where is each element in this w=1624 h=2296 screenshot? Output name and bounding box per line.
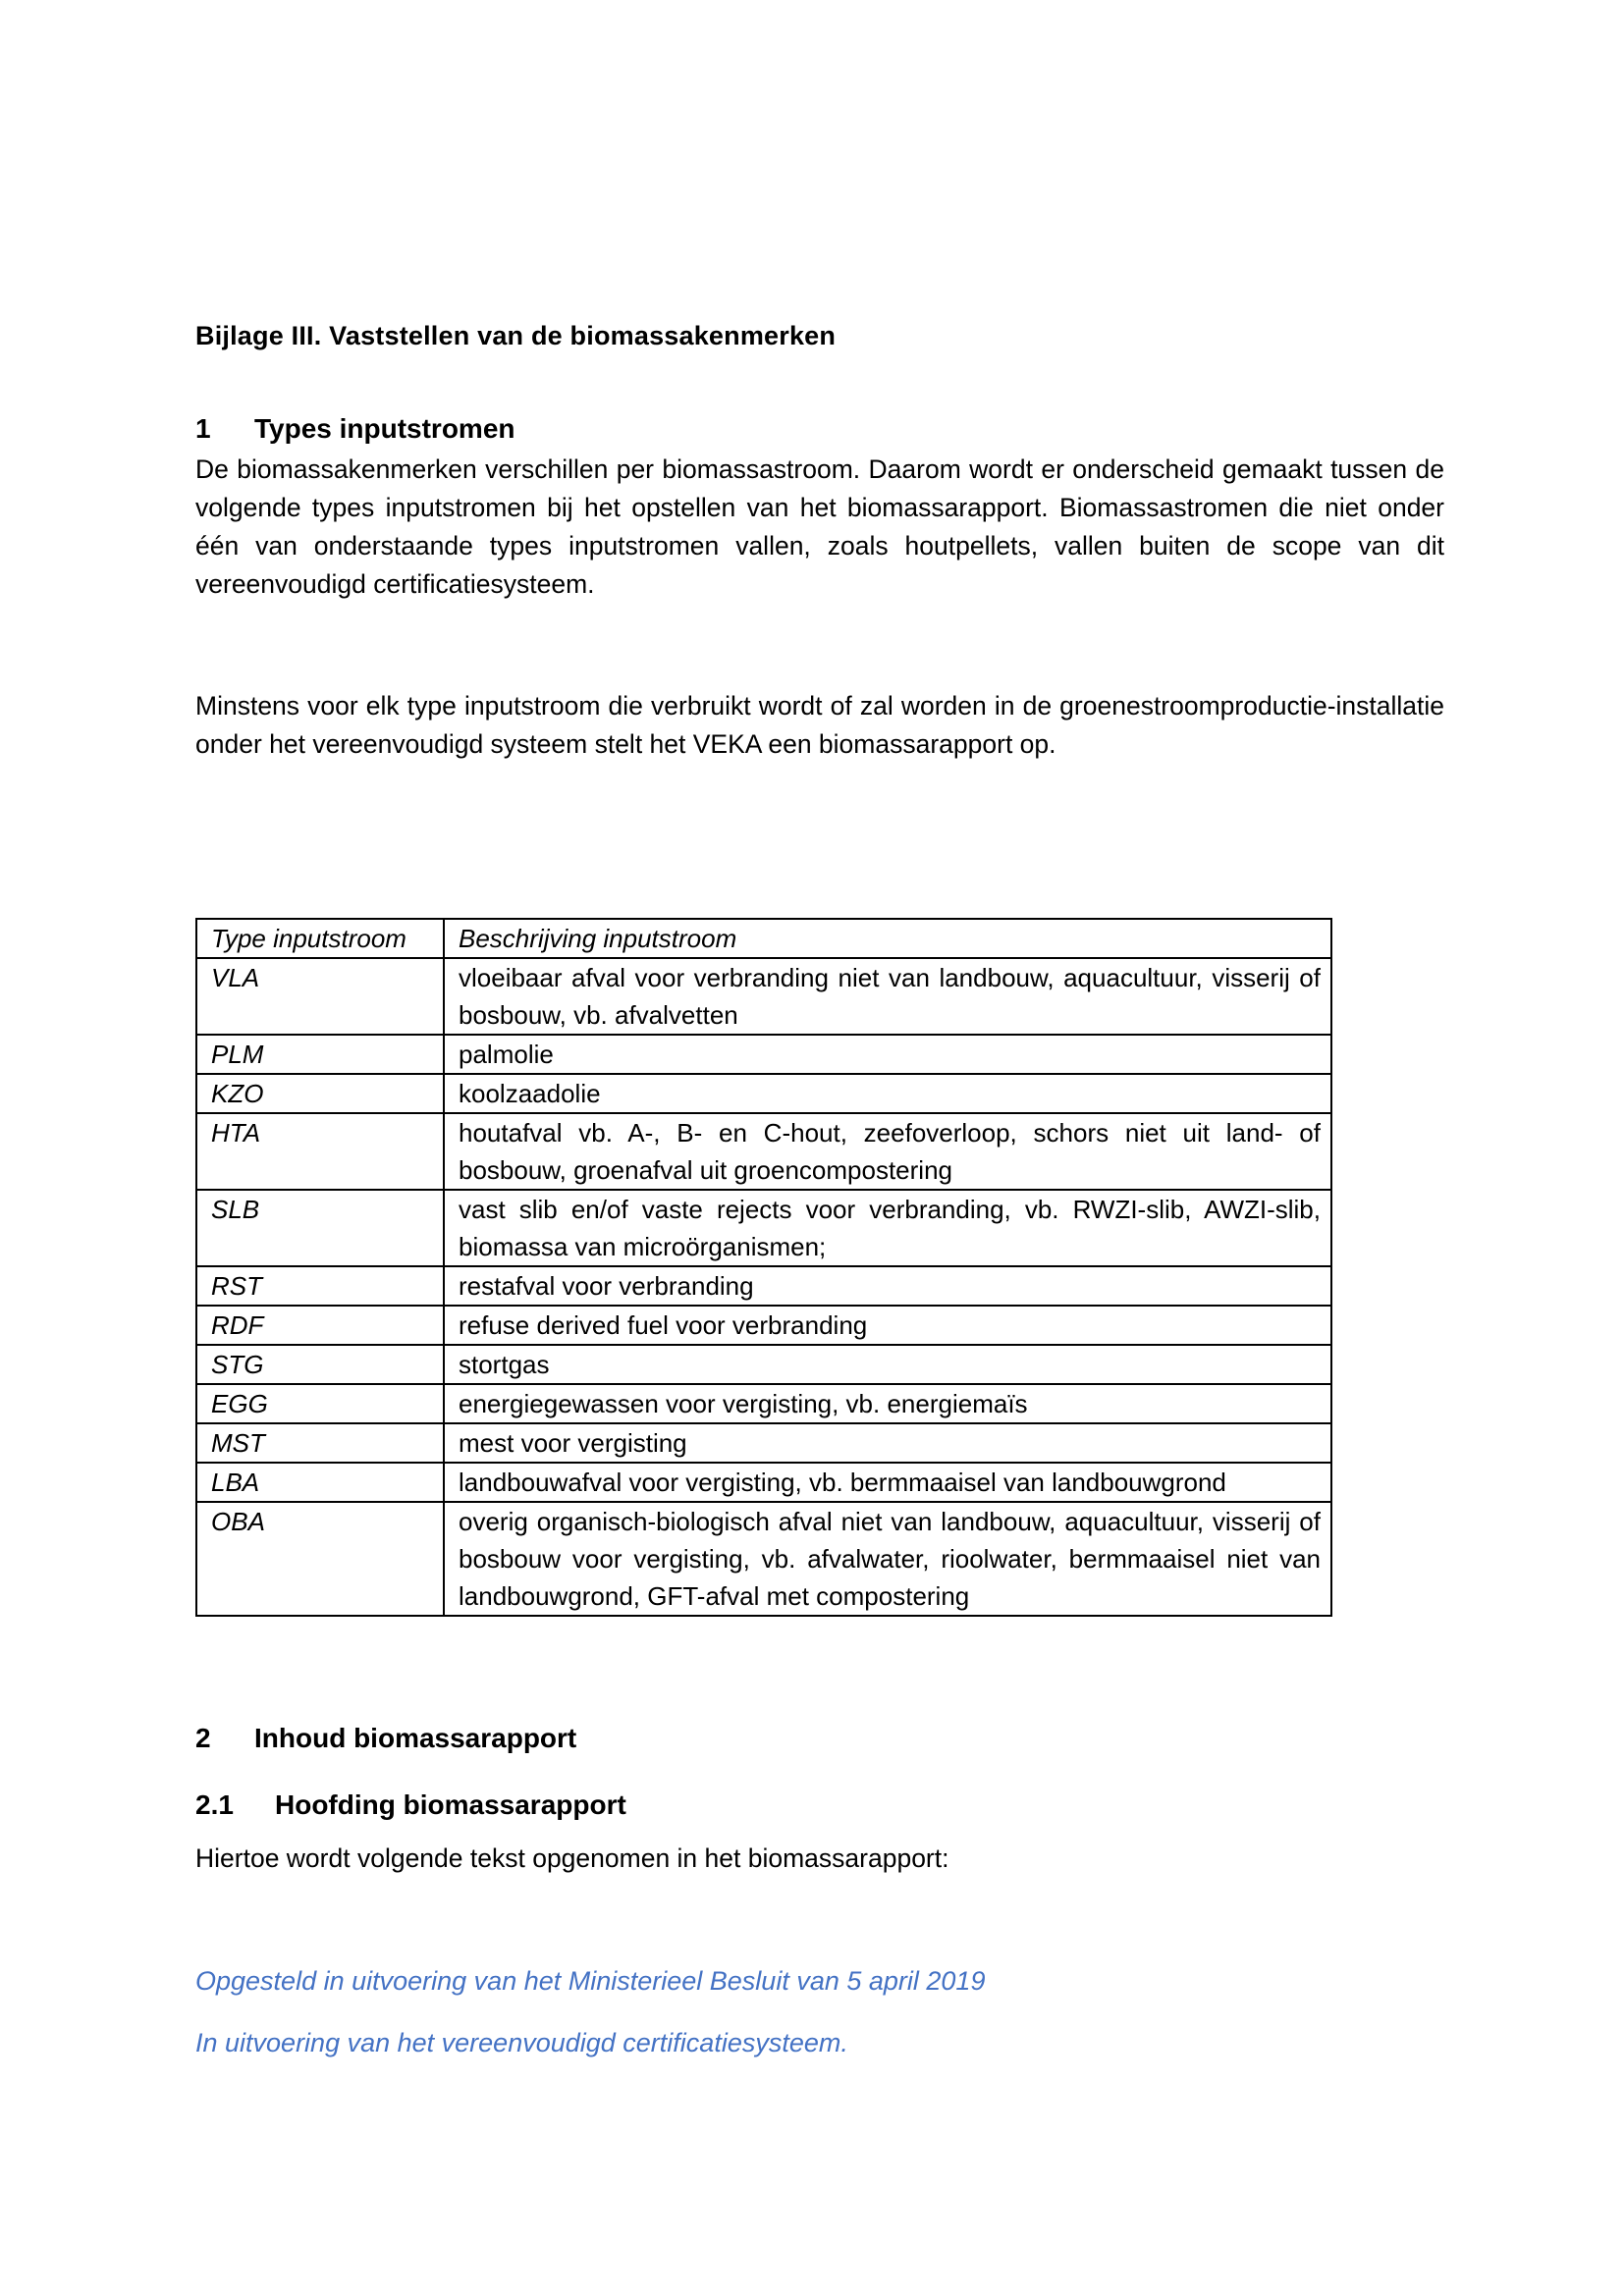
row-description: energiegewassen voor vergisting, vb. energiemaïs bbox=[444, 1384, 1331, 1423]
section-2-title: Inhoud biomassarapport bbox=[254, 1723, 577, 1753]
row-code: VLA bbox=[196, 958, 444, 1035]
table-row bbox=[196, 1384, 1331, 1423]
row-code: MST bbox=[196, 1423, 444, 1463]
section-1-number: 1 bbox=[195, 413, 211, 444]
row-description: vast slib en/of vaste rejects voor verbranding, vb. RWZI-slib, AWZI-slib, biomassa van microörganismen; bbox=[444, 1190, 1331, 1266]
row-description: vloeibaar afval voor verbranding niet van landbouw, aquacultuur, visserij of bosbouw, vb. afvalvetten bbox=[444, 958, 1331, 1035]
row-code: RDF bbox=[196, 1306, 444, 1345]
table-row bbox=[196, 1345, 1331, 1384]
section-2-number: 2 bbox=[195, 1723, 211, 1753]
row-description: houtafval vb. A-, B- en C-hout, zeefoverloop, schors niet uit land- of bosbouw, groenafval uit groencompostering bbox=[444, 1113, 1331, 1190]
row-code: PLM bbox=[196, 1035, 444, 1074]
table-header-row bbox=[196, 919, 1331, 958]
table-row bbox=[196, 1423, 1331, 1463]
table-row bbox=[196, 1502, 1331, 1616]
row-code: KZO bbox=[196, 1074, 444, 1113]
row-code: SLB bbox=[196, 1190, 444, 1266]
table-row bbox=[196, 1113, 1331, 1190]
table-row bbox=[196, 1074, 1331, 1113]
row-code: HTA bbox=[196, 1113, 444, 1190]
table-row bbox=[196, 1463, 1331, 1502]
row-description: koolzaadolie bbox=[444, 1074, 1331, 1113]
row-description: overig organisch-biologisch afval niet van landbouw, aquacultuur, visserij of bosbouw voor vergisting, vb. afvalwater, rioolwater, bermmaaisel niet van landbouwgrond, GFT-afval met compostering bbox=[444, 1502, 1331, 1616]
inputstroom-types-table bbox=[195, 918, 1332, 1617]
table-row bbox=[196, 958, 1331, 1035]
table-row bbox=[196, 1306, 1331, 1345]
table-row bbox=[196, 1190, 1331, 1266]
table-row bbox=[196, 1035, 1331, 1074]
section-2-1-number: 2.1 bbox=[195, 1789, 234, 1820]
table-header-description: Beschrijving inputstroom bbox=[444, 919, 1331, 958]
row-description: mest voor vergisting bbox=[444, 1423, 1331, 1463]
header-quote-line-1: Opgesteld in uitvoering van het Ministerieel Besluit van 5 april 2019 bbox=[195, 1966, 986, 1996]
row-description: restafval voor verbranding bbox=[444, 1266, 1331, 1306]
section-2-1-title: Hoofding biomassarapport bbox=[275, 1789, 626, 1820]
row-description: stortgas bbox=[444, 1345, 1331, 1384]
page-title: Bijlage III. Vaststellen van de biomassakenmerken bbox=[195, 321, 837, 350]
row-code: EGG bbox=[196, 1384, 444, 1423]
table-row bbox=[196, 1266, 1331, 1306]
section-2-1-heading bbox=[195, 1789, 626, 1821]
section-1-paragraph-1: De biomassakenmerken verschillen per biomassastroom. Daarom wordt er onderscheid gemaakt tussen de volgende types inputstromen bij het opstellen van het biomassarapport. Biomassastromen die niet onder één van onderstaande types inputstromen vallen, zoals houtpellets, vallen buiten de scope van dit vereenvoudigd certificatiesysteem. bbox=[195, 454, 1444, 599]
section-1-heading bbox=[195, 413, 515, 445]
table-header-type: Type inputstroom bbox=[196, 919, 444, 958]
section-2-heading bbox=[195, 1723, 576, 1754]
section-1-paragraph-2: Minstens voor elk type inputstroom die verbruikt wordt of zal worden in de groenestroomproductie-installatie onder het vereenvoudigd systeem stelt het VEKA een biomassarapport op. bbox=[195, 691, 1444, 759]
row-description: refuse derived fuel voor verbranding bbox=[444, 1306, 1331, 1345]
row-description: palmolie bbox=[444, 1035, 1331, 1074]
header-quote-line-2: In uitvoering van het vereenvoudigd certificatiesysteem. bbox=[195, 2028, 848, 2057]
section-2-1-paragraph: Hiertoe wordt volgende tekst opgenomen in het biomassarapport: bbox=[195, 1843, 949, 1873]
row-code: OBA bbox=[196, 1502, 444, 1616]
row-description: landbouwafval voor vergisting, vb. bermmaaisel van landbouwgrond bbox=[444, 1463, 1331, 1502]
section-1-title: Types inputstromen bbox=[254, 413, 515, 444]
row-code: STG bbox=[196, 1345, 444, 1384]
row-code: RST bbox=[196, 1266, 444, 1306]
row-code: LBA bbox=[196, 1463, 444, 1502]
